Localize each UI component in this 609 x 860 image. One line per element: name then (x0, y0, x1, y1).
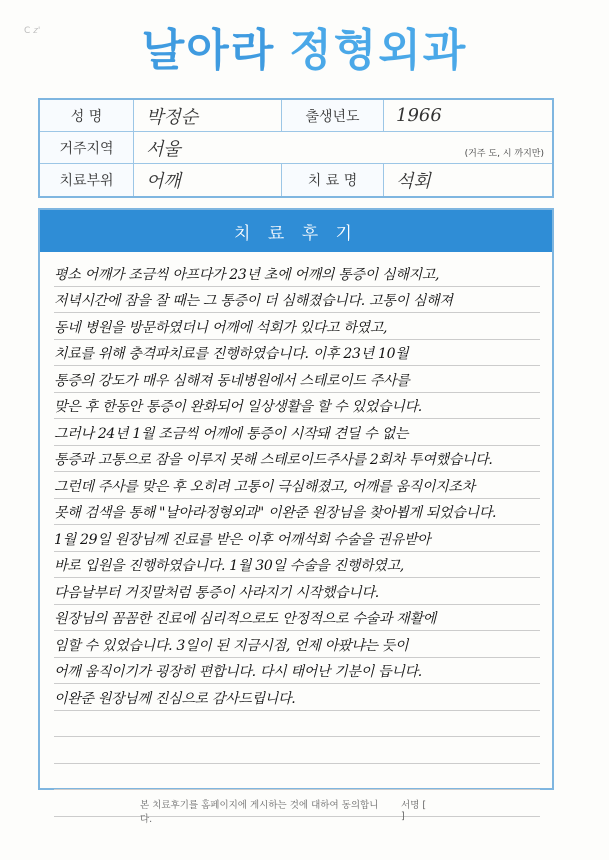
review-line: 이완준 원장님께 진심으로 감사드립니다. (54, 684, 540, 711)
treatment-name-field[interactable]: 석회 (396, 171, 431, 192)
review-line (54, 711, 540, 738)
review-line: 그런데 주사를 맞은 후 오히려 고통이 극심해졌고, 어깨를 움직이지조차 (54, 472, 540, 499)
logo-main: 날아라 (141, 25, 276, 76)
review-title: 치 료 후 기 (40, 210, 552, 252)
name-field[interactable]: 박정순 (134, 100, 282, 132)
review-line: 그러나 24년 1월 조금씩 어깨에 통증이 시작돼 견딜 수 없는 (54, 419, 540, 446)
review-line: 통증의 강도가 매우 심해져 동네병원에서 스테로이드 주사를 (54, 366, 540, 393)
review-line: 동네 병원을 방문하였더니 어깨에 석회가 있다고 하였고, (54, 313, 540, 340)
review-line: 못해 검색을 통해 "날아라정형외과" 이완준 원장님을 찾아뵙게 되었습니다. (54, 499, 540, 526)
consent-text: 본 치료후기를 홈페이지에 게시하는 것에 대하여 동의합니다. (140, 800, 379, 825)
region-field[interactable] (134, 132, 552, 164)
consent-row (140, 797, 550, 825)
review-line: 평소 어깨가 조금씩 아프다가 23년 초에 어깨의 통증이 심해지고, (54, 260, 540, 287)
region-label: 거주지역 (40, 132, 134, 164)
treatment-name-label: 치 료 명 (282, 164, 384, 196)
region-note: (거주 도, 시 까지만) (464, 149, 544, 159)
treatment-area-field[interactable]: 어깨 (134, 164, 282, 196)
review-line: 임할 수 있었습니다. 3일이 된 지금시점, 언제 아팠냐는 듯이 (54, 631, 540, 658)
signature-close: ] (401, 811, 405, 822)
review-line (54, 764, 540, 791)
birth-year-label: 출생년도 (282, 100, 384, 132)
review-line: 1월 29일 원장님께 진료를 받은 이후 어깨석회 수술을 권유받아 (54, 525, 540, 552)
review-text-area[interactable] (54, 260, 540, 817)
review-line: 다음날부터 거짓말처럼 통증이 사라지기 시작했습니다. (54, 578, 540, 605)
review-line: 저녁시간에 잠을 잘 때는 그 통증이 더 심해졌습니다. 고통이 심해져 (54, 287, 540, 314)
review-line (54, 737, 540, 764)
region-value: 서울 (146, 138, 181, 160)
patient-info-table (38, 98, 554, 198)
clinic-logo (0, 14, 609, 78)
review-line: 치료를 위해 충격파치료를 진행하였습니다. 이후 23년 10월 (54, 340, 540, 367)
review-line: 원장님의 꼼꼼한 진료에 심리적으로도 안정적으로 수술과 재활에 (54, 605, 540, 632)
review-line: 바로 입원을 진행하였습니다. 1월 30일 수술을 진행하였고, (54, 552, 540, 579)
treatment-area-label: 치료부위 (40, 164, 134, 196)
logo-sub: 정형외과 (289, 25, 468, 76)
signature-label: 서명 [ (401, 800, 427, 811)
review-section (38, 208, 554, 790)
review-line: 어깨 움직이기가 굉장히 편합니다. 다시 태어난 기분이 듭니다. (54, 658, 540, 685)
birth-year-field[interactable]: 1966 (384, 100, 552, 132)
review-line: 맞은 후 한동안 통증이 완화되어 일상생활을 할 수 있었습니다. (54, 393, 540, 420)
corner-mark: C 𝑧' (24, 26, 41, 36)
review-line: 통증과 고통으로 잠을 이루지 못해 스테로이드주사를 2회차 투여했습니다. (54, 446, 540, 473)
name-label: 성 명 (40, 100, 134, 132)
signature-field[interactable] (401, 797, 550, 825)
